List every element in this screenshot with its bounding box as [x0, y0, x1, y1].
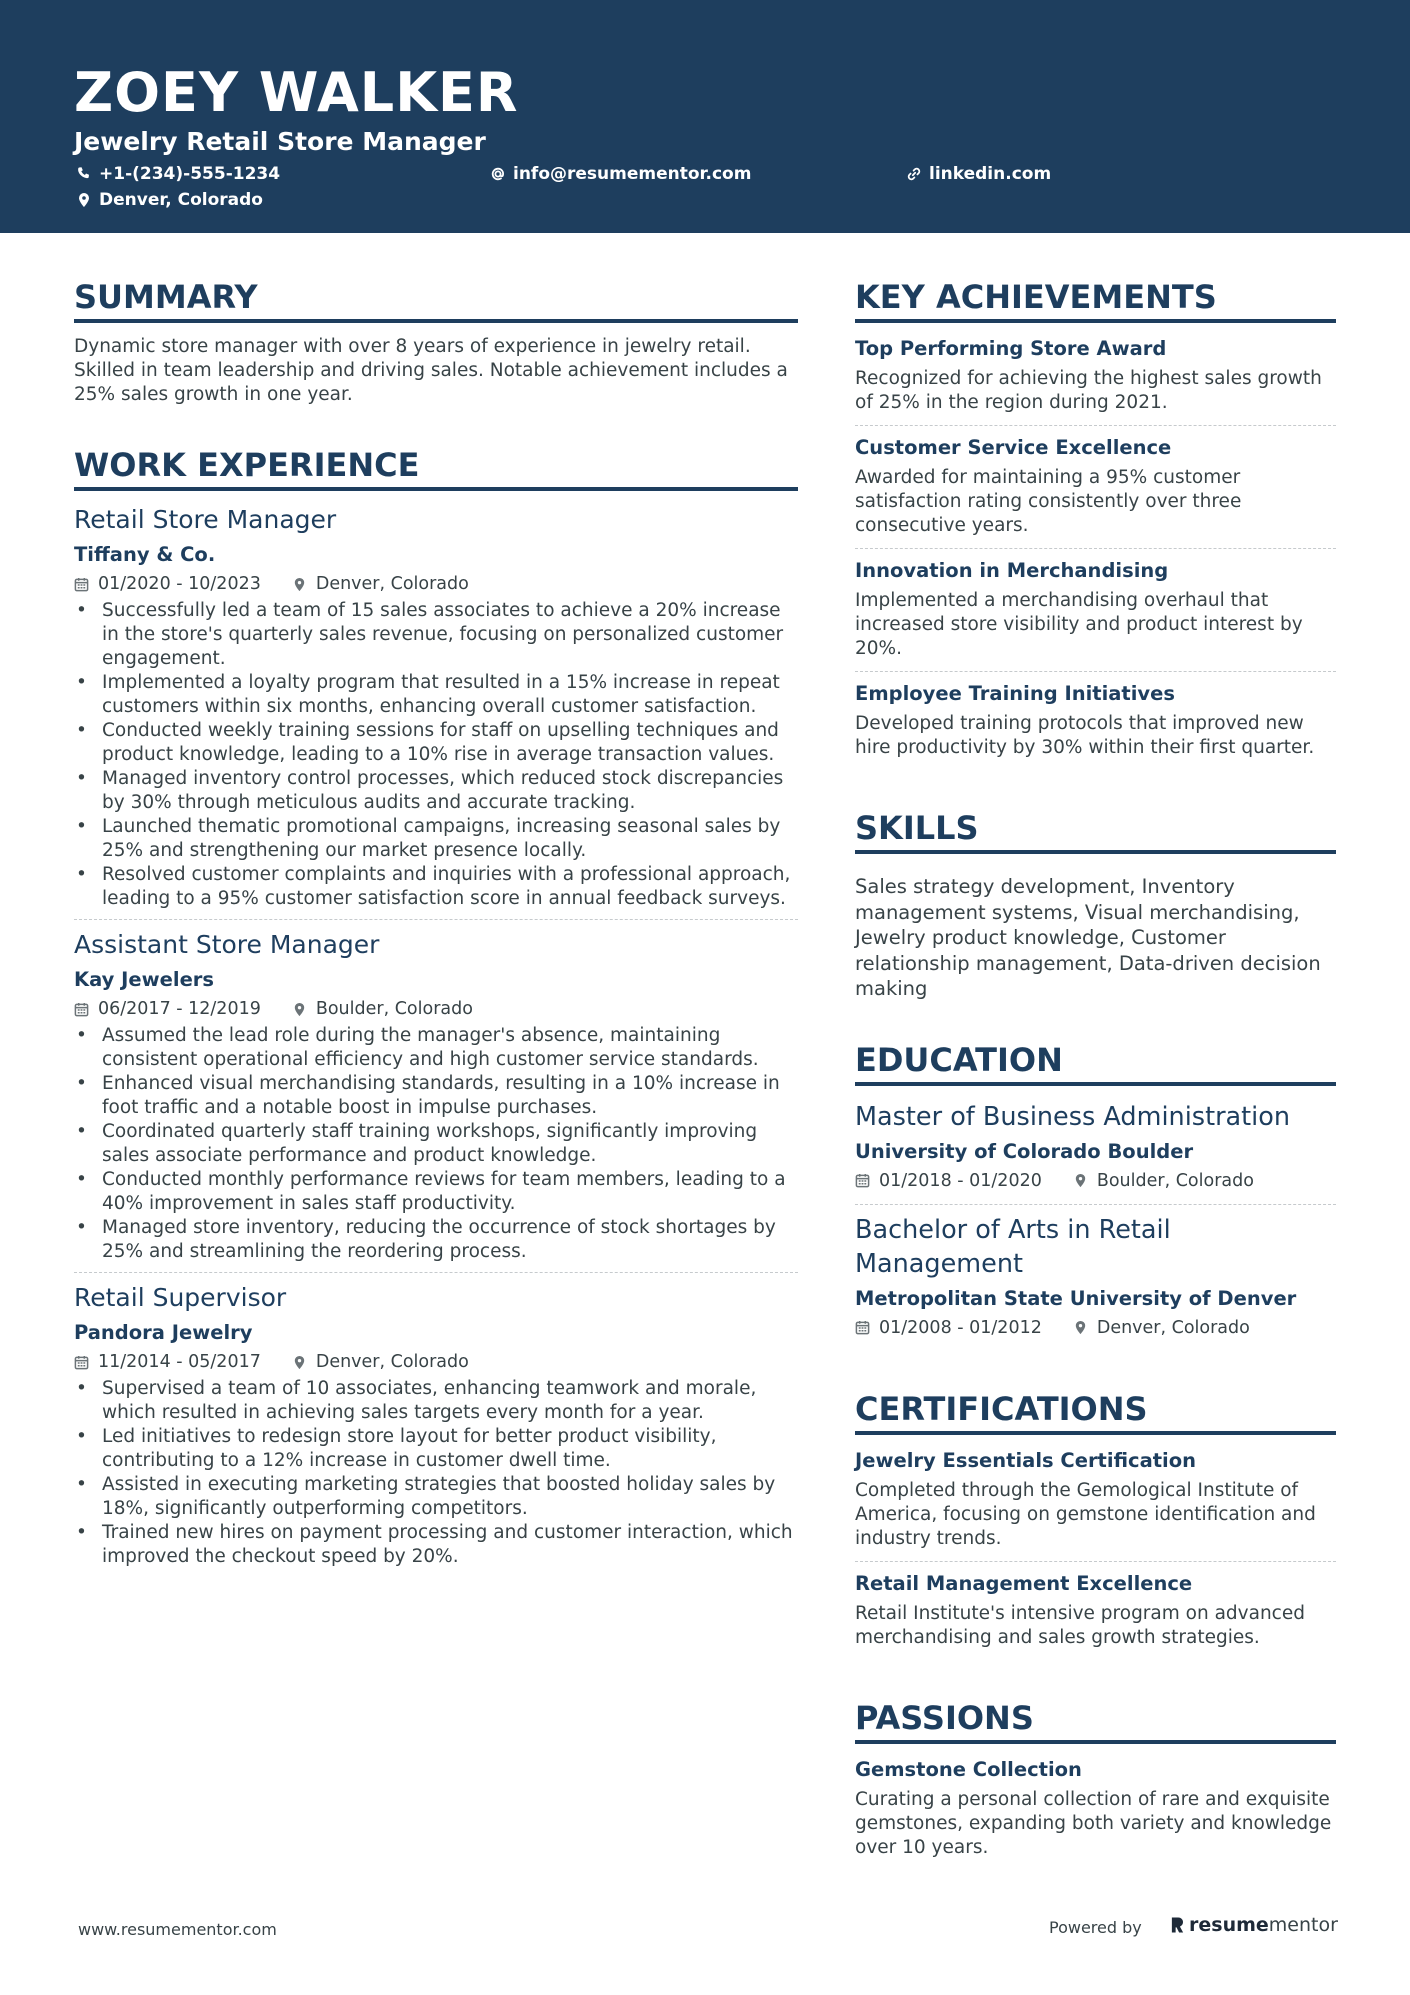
right-column — [855, 277, 1336, 1908]
certifications-item-title: Retail Management Excellence — [855, 1571, 1193, 1595]
job-bullet: • Implemented a loyalty program that resulted in a 15% increase in repeat customers within six months, enhancing overall customer satisfaction. — [74, 671, 798, 719]
location-pin-icon — [292, 1355, 307, 1370]
left-column — [74, 277, 798, 1615]
education-section — [855, 1040, 1336, 1351]
job-bullet: • Coordinated quarterly staff training workshops, significantly improving sales associate performance and product knowledge. — [74, 1120, 798, 1168]
job-bullets — [74, 1024, 798, 1264]
passions-item-text: Curating a personal collection of rare and exquisite gemstones, expanding both variety and knowledge over 10 years. — [855, 1788, 1332, 1858]
summary-text: Dynamic store manager with over 8 years of experience in jewelry retail. Skilled in team leadership and driving sales. Notable achievement includes a 25% sales growth in one year. — [74, 336, 788, 405]
skills-text: Sales strategy development, Inventory management systems, Visual merchandising, Jewelry product knowledge, Customer relationship management, Data-driven decision making — [855, 875, 1321, 1000]
meta-row — [74, 996, 798, 1022]
job-bullet: • Enhanced visual merchandising standards, resulting in a 10% increase in foot traffic and a notable boost in impulse purchases. — [74, 1072, 798, 1120]
achievements-item-text: Awarded for maintaining a 95% customer satisfaction rating consistently over three consecutive years. — [855, 467, 1242, 536]
meta-row — [74, 571, 798, 597]
job-entry — [74, 1272, 798, 1577]
achievements-heading: KEY ACHIEVEMENTS — [855, 277, 1336, 323]
education-heading: EDUCATION — [855, 1040, 1336, 1086]
certifications-item-text: Completed through the Gemological Institute of America, focusing on gemstone identification and industry trends. — [855, 1479, 1316, 1549]
resumementor-logo-icon — [1170, 1916, 1185, 1934]
education-list — [855, 1098, 1336, 1351]
date-range: 01/2008 - 01/2012 — [879, 1317, 1042, 1338]
job-company: Pandora Jewelry — [74, 1321, 253, 1344]
summary-heading: SUMMARY — [74, 277, 798, 323]
job-bullet: • Managed store inventory, reducing the occurrence of stock shortages by 25% and streamlining the reordering process. — [74, 1216, 798, 1264]
calendar-icon — [74, 1355, 89, 1370]
skills-section — [855, 808, 1336, 1002]
job-bullets — [74, 599, 798, 911]
passions-item-title: Gemstone Collection — [855, 1757, 1082, 1781]
calendar-icon — [74, 577, 89, 592]
location-pin-icon — [1073, 1320, 1088, 1335]
calendar-icon — [855, 1173, 870, 1188]
link-icon — [906, 166, 922, 182]
achievements-item-text: Implemented a merchandising overhaul that increased store visibility and product interest by 20%. — [855, 590, 1303, 659]
candidate-role: Jewelry Retail Store Manager — [74, 127, 486, 156]
achievement-list — [855, 335, 1336, 770]
footer-website[interactable]: www.resumementor.com — [78, 1920, 277, 1939]
job-bullet: • Managed inventory control processes, which reduced stock discrepancies by 30% through meticulous audits and accurate tracking. — [74, 767, 798, 815]
achievements-item — [855, 335, 1336, 425]
education-entry — [855, 1098, 1336, 1204]
location: Denver, Colorado — [315, 574, 469, 594]
achievements-item-title: Customer Service Excellence — [855, 436, 1172, 459]
certifications-item — [855, 1561, 1336, 1660]
job-title: Retail Store Manager — [74, 505, 337, 534]
contact-location — [76, 189, 263, 211]
job-bullet: • Launched thematic promotional campaigns, increasing seasonal sales by 25% and strengthening our market presence locally. — [74, 815, 798, 863]
education-degree: Bachelor of Arts in Retail Management — [855, 1214, 1171, 1279]
passion-list — [855, 1756, 1336, 1870]
education-entry — [855, 1204, 1336, 1351]
footer-powered-by: Powered by — [1049, 1918, 1142, 1937]
date-range: 01/2018 - 01/2020 — [879, 1170, 1042, 1191]
achievements-item-title: Top Performing Store Award — [855, 337, 1167, 360]
job-bullets — [74, 1377, 798, 1569]
education-school: Metropolitan State University of Denver — [855, 1286, 1297, 1310]
linkedin-text: linkedin.com — [929, 164, 1052, 184]
location-pin-icon — [1073, 1173, 1088, 1188]
contact-email[interactable] — [490, 163, 751, 185]
skills-heading: SKILLS — [855, 808, 1336, 854]
job-company: Kay Jewelers — [74, 968, 215, 991]
certifications-section — [855, 1389, 1336, 1660]
experience-section — [74, 445, 798, 1577]
passions-item — [855, 1756, 1336, 1870]
passions-section — [855, 1698, 1336, 1870]
achievements-item-title: Innovation in Merchandising — [855, 559, 1169, 582]
achievements-item — [855, 548, 1336, 671]
job-entry — [74, 919, 798, 1272]
location-group — [1073, 1315, 1250, 1341]
job-bullet: • Resolved customer complaints and inquiries with a professional approach, leading to a 95% customer satisfaction score in annual feedback surveys. — [74, 863, 798, 911]
footer-logo-bold: resume — [1189, 1914, 1269, 1936]
location-group — [292, 571, 469, 597]
job-bullet: • Led initiatives to redesign store layout for better product visibility, contributing to a 12% increase in customer dwell time. — [74, 1425, 798, 1473]
job-title: Assistant Store Manager — [74, 930, 380, 959]
achievements-item-title: Employee Training Initiatives — [855, 682, 1175, 705]
calendar-icon — [74, 1002, 89, 1017]
achievements-item — [855, 425, 1336, 548]
location-group — [1073, 1168, 1254, 1194]
passions-heading: PASSIONS — [855, 1698, 1336, 1744]
date-range: 01/2020 - 10/2023 — [98, 574, 261, 594]
certifications-item-title: Jewelry Essentials Certification — [855, 1448, 1197, 1472]
certifications-item-text: Retail Institute's intensive program on advanced merchandising and sales growth strategies. — [855, 1602, 1305, 1648]
location-group — [292, 996, 473, 1022]
meta-row — [74, 1349, 798, 1375]
location-group — [292, 1349, 469, 1375]
location-pin-icon — [292, 577, 307, 592]
contact-phone[interactable] — [76, 163, 280, 185]
job-company: Tiffany & Co. — [74, 543, 216, 566]
job-entry — [74, 503, 798, 919]
phone-icon — [76, 166, 92, 182]
education-degree: Master of Business Administration — [855, 1101, 1291, 1132]
certification-list — [855, 1447, 1336, 1660]
meta-row — [855, 1315, 1336, 1341]
job-list — [74, 503, 798, 1577]
date-range: 06/2017 - 12/2019 — [98, 999, 261, 1019]
email-text: info@resumementor.com — [513, 164, 752, 184]
location: Denver, Colorado — [315, 1352, 469, 1372]
achievements-item — [855, 671, 1336, 770]
job-bullet: • Conducted monthly performance reviews for team members, leading to a 40% improvement in sales staff productivity. — [74, 1168, 798, 1216]
summary-section — [74, 277, 798, 407]
certifications-item — [855, 1447, 1336, 1561]
job-bullet: • Successfully led a team of 15 sales associates to achieve a 20% increase in the store's quarterly sales revenue, focusing on personalized customer engagement. — [74, 599, 798, 671]
resume-header — [0, 0, 1410, 233]
location: Denver, Colorado — [1096, 1317, 1250, 1338]
calendar-icon — [855, 1320, 870, 1335]
location-pin-icon — [292, 1002, 307, 1017]
achievements-item-text: Developed training protocols that improved new hire productivity by 30% within their first quarter. — [855, 713, 1315, 758]
contact-linkedin[interactable] — [906, 163, 1051, 185]
job-bullet: • Assumed the lead role during the manager's absence, maintaining consistent operational efficiency and high customer service standards. — [74, 1024, 798, 1072]
job-bullet: • Trained new hires on payment processing and customer interaction, which improved the checkout speed by 20%. — [74, 1521, 798, 1569]
at-icon — [490, 166, 506, 182]
footer-logo-normal: mentor — [1268, 1914, 1338, 1936]
meta-row — [855, 1168, 1336, 1194]
candidate-name: ZOEY WALKER — [74, 61, 519, 124]
phone-text: +1-(234)-555-1234 — [99, 164, 281, 184]
job-bullet: • Conducted weekly training sessions for staff on upselling techniques and product knowledge, leading to a 10% rise in average transaction values. — [74, 719, 798, 767]
location: Boulder, Colorado — [315, 999, 473, 1019]
footer-logo[interactable] — [1170, 1914, 1338, 1936]
location-pin-icon — [76, 192, 92, 208]
experience-heading: WORK EXPERIENCE — [74, 445, 798, 491]
education-school: University of Colorado Boulder — [855, 1139, 1194, 1163]
achievements-section — [855, 277, 1336, 770]
location-text: Denver, Colorado — [99, 190, 263, 210]
location: Boulder, Colorado — [1096, 1170, 1254, 1191]
job-bullet: • Assisted in executing marketing strategies that boosted holiday sales by 18%, significantly outperforming competitors. — [74, 1473, 798, 1521]
date-range: 11/2014 - 05/2017 — [98, 1352, 261, 1372]
certifications-heading: CERTIFICATIONS — [855, 1389, 1336, 1435]
job-title: Retail Supervisor — [74, 1283, 287, 1312]
achievements-item-text: Recognized for achieving the highest sales growth of 25% in the region during 2021. — [855, 368, 1322, 413]
job-bullet: • Supervised a team of 10 associates, enhancing teamwork and morale, which resulted in achieving sales targets every month for a year. — [74, 1377, 798, 1425]
